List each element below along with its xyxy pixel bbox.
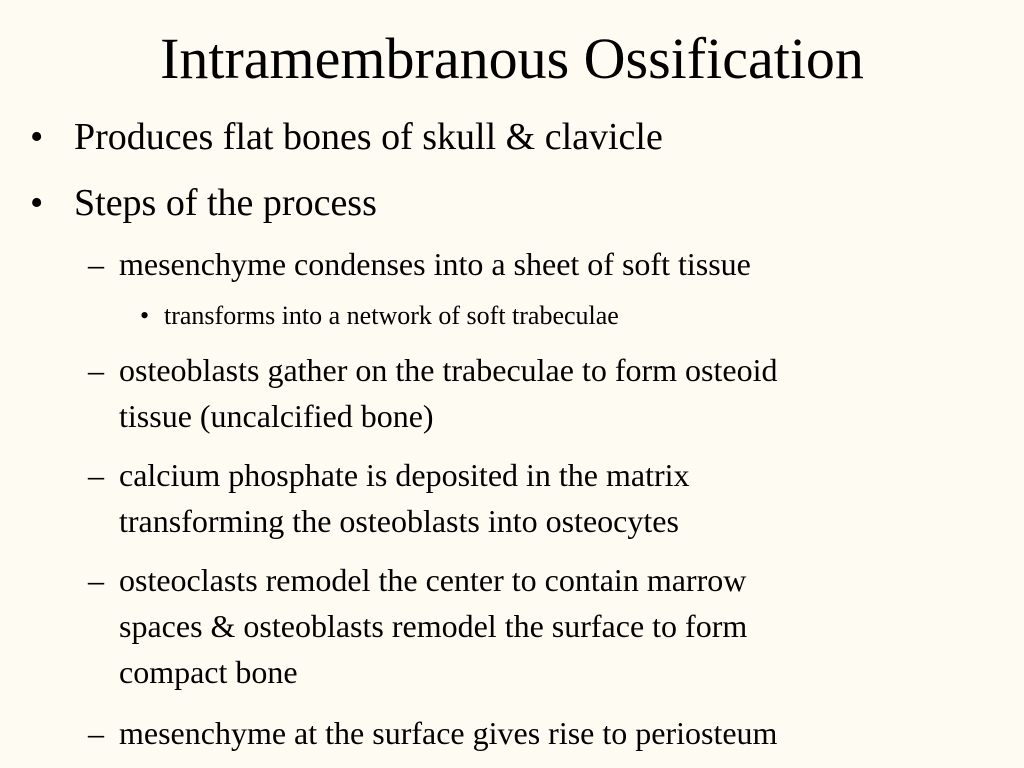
step-text: mesenchyme at the surface gives rise to periosteum: [119, 715, 778, 751]
dash-mark: –: [88, 715, 104, 751]
dash-mark: –: [88, 457, 104, 493]
sub-step-text: transforms into a network of soft trabeculae: [164, 301, 619, 330]
bullet-mark: •: [140, 301, 150, 330]
dash-mark: –: [88, 562, 104, 598]
bullet-text: Steps of the process: [74, 182, 377, 224]
step-text: osteoclasts remodel the center to contain marrow spaces & osteoblasts remodel the surface to form compact bone: [119, 562, 748, 690]
dash-mark: –: [88, 352, 104, 388]
bullet-mark: •: [30, 182, 44, 224]
slide-title: Intramembranous Ossification: [160, 26, 864, 91]
bullet-mark: •: [30, 116, 44, 158]
step-text: calcium phosphate is deposited in the matrix transforming the osteoblasts into osteocytes: [119, 457, 690, 539]
step-text: osteoblasts gather on the trabeculae to form osteoid tissue (uncalcified bone): [119, 352, 778, 434]
bullet-text: Produces flat bones of skull & clavicle: [74, 116, 663, 158]
step-text: mesenchyme condenses into a sheet of soft tissue: [119, 246, 751, 282]
dash-mark: –: [88, 246, 104, 282]
